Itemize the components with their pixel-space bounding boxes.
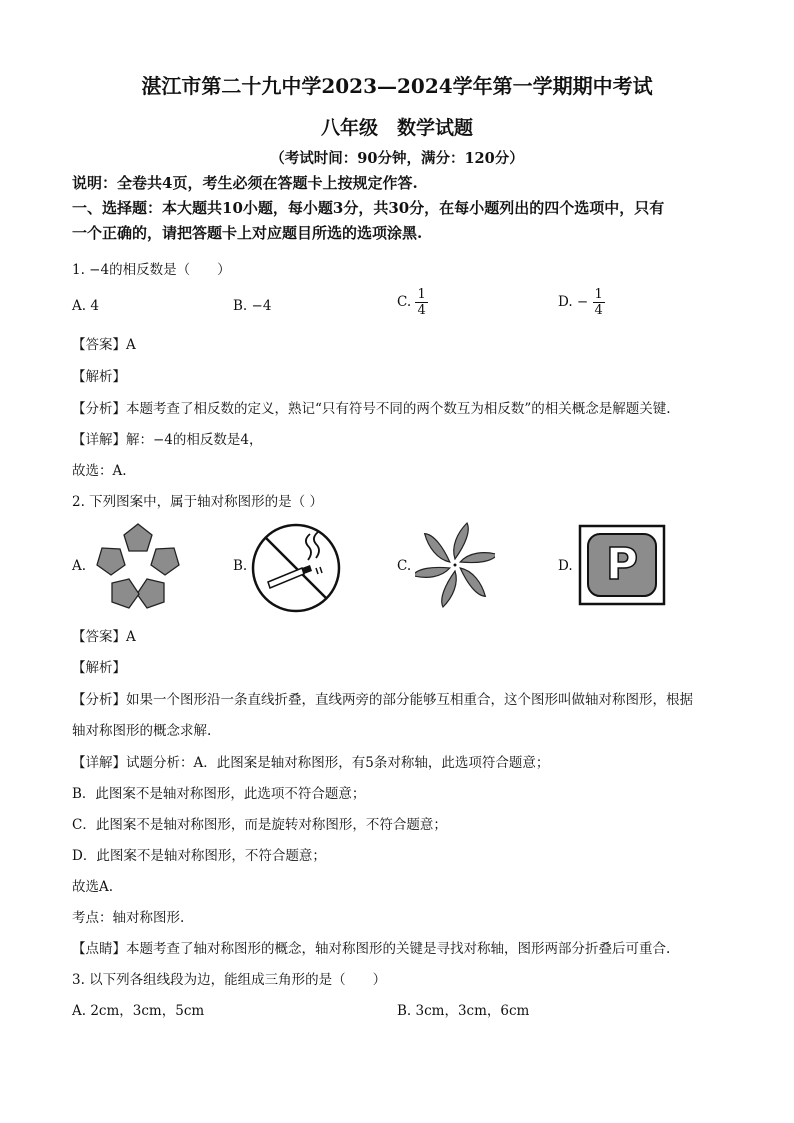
q2-option-c-label: C. bbox=[397, 558, 412, 574]
q1-option-c-denominator: 4 bbox=[417, 303, 426, 318]
q1-option-a: A. 4 bbox=[72, 298, 99, 314]
pinwheel-blades-figure bbox=[415, 520, 495, 610]
pentagon-bottom-left bbox=[112, 579, 139, 608]
q2-dianjing: 【点睛】本题考查了轴对称图形的概念，轴对称图形的关键是寻找对称轴，图形两部分折叠后可重合. bbox=[72, 941, 671, 957]
q1-option-b: B. −4 bbox=[233, 298, 272, 314]
q1-answer: 【答案】A bbox=[72, 337, 136, 353]
q1-stem: 1. −4的相反数是（ ） bbox=[72, 262, 231, 278]
q1-option-c-label: C. bbox=[397, 294, 412, 310]
q2-answer: 【答案】A bbox=[72, 629, 136, 645]
q1-option-d bbox=[558, 287, 605, 318]
q1-option-c-fraction bbox=[415, 287, 427, 318]
q2-option-a-label: A. bbox=[72, 558, 87, 574]
q1-option-d-numerator: 1 bbox=[594, 287, 603, 302]
q2-analysis: 【解析】 bbox=[72, 660, 126, 676]
q1-option-d-fraction bbox=[593, 287, 605, 318]
q1-option-c bbox=[397, 287, 428, 318]
pentagon-flower-figure bbox=[90, 520, 186, 612]
q2-conclusion: 故选A. bbox=[72, 879, 114, 895]
q3-option-b: B. 3cm，3cm，6cm bbox=[397, 1003, 530, 1019]
q1-conclusion: 故选：A. bbox=[72, 463, 127, 479]
pentagon-top bbox=[124, 524, 152, 551]
q2-line-d: D．此图案不是轴对称图形，不符合题意； bbox=[72, 848, 326, 864]
q1-analysis: 【解析】 bbox=[72, 369, 126, 385]
q3-stem: 3. 以下列各组线段为边，能组成三角形的是（ ） bbox=[72, 972, 387, 988]
pentagon-bottom-right bbox=[137, 579, 164, 608]
pentagon-right bbox=[151, 548, 179, 575]
section1-heading-line2: 一个正确的，请把答题卡上对应题目所选的选项涂黑. bbox=[72, 224, 423, 242]
pentagon-left bbox=[97, 548, 125, 575]
q1-xiangjie: 【详解】解：−4的相反数是4， bbox=[72, 432, 263, 448]
q2-option-d-label: D. bbox=[558, 558, 573, 574]
q2-xiangjie: 【详解】试题分析：A．此图案是轴对称图形，有5条对称轴，此选项符合题意； bbox=[72, 755, 550, 771]
q2-option-b-label: B. bbox=[233, 558, 248, 574]
q2-kaodian: 考点：轴对称图形. bbox=[72, 910, 185, 926]
section1-heading-line1: 一、选择题：本大题共10小题，每小题3分，共30分，在每小题列出的四个选项中，只有 bbox=[72, 199, 665, 217]
q1-option-c-numerator: 1 bbox=[417, 287, 426, 302]
q2-stem: 2. 下列图案中，属于轴对称图形的是（ ） bbox=[72, 494, 323, 510]
q2-fenxi-line2: 轴对称图形的概念求解. bbox=[72, 723, 212, 739]
instructions-note: 说明：全卷共4页，考生必须在答题卡上按规定作答. bbox=[72, 174, 418, 192]
q3-option-a: A. 2cm，3cm，5cm bbox=[72, 1003, 205, 1019]
parking-letter: P bbox=[605, 539, 639, 590]
q1-fenxi: 【分析】本题考查了相反数的定义，熟记“只有符号不同的两个数互为相反数”的相关概念是解题关键. bbox=[72, 401, 671, 417]
no-smoking-sign-icon bbox=[250, 522, 342, 614]
page-subtitle: 八年级 数学试题 bbox=[320, 117, 473, 139]
exam-info: （考试时间：90分钟，满分：120分） bbox=[270, 150, 524, 167]
q1-option-d-label: D. − bbox=[558, 294, 589, 310]
q2-fenxi-line1: 【分析】如果一个图形沿一条直线折叠，直线两旁的部分能够互相重合，这个图形叫做轴对称图形，根据 bbox=[72, 692, 693, 708]
q2-line-c: C．此图案不是轴对称图形，而是旋转对称图形，不符合题意； bbox=[72, 817, 447, 833]
q2-line-b: B．此图案不是轴对称图形，此选项不符合题意； bbox=[72, 786, 366, 802]
page-title: 湛江市第二十九中学2023—2024学年第一学期期中考试 bbox=[141, 74, 653, 98]
q1-option-d-denominator: 4 bbox=[594, 303, 603, 318]
